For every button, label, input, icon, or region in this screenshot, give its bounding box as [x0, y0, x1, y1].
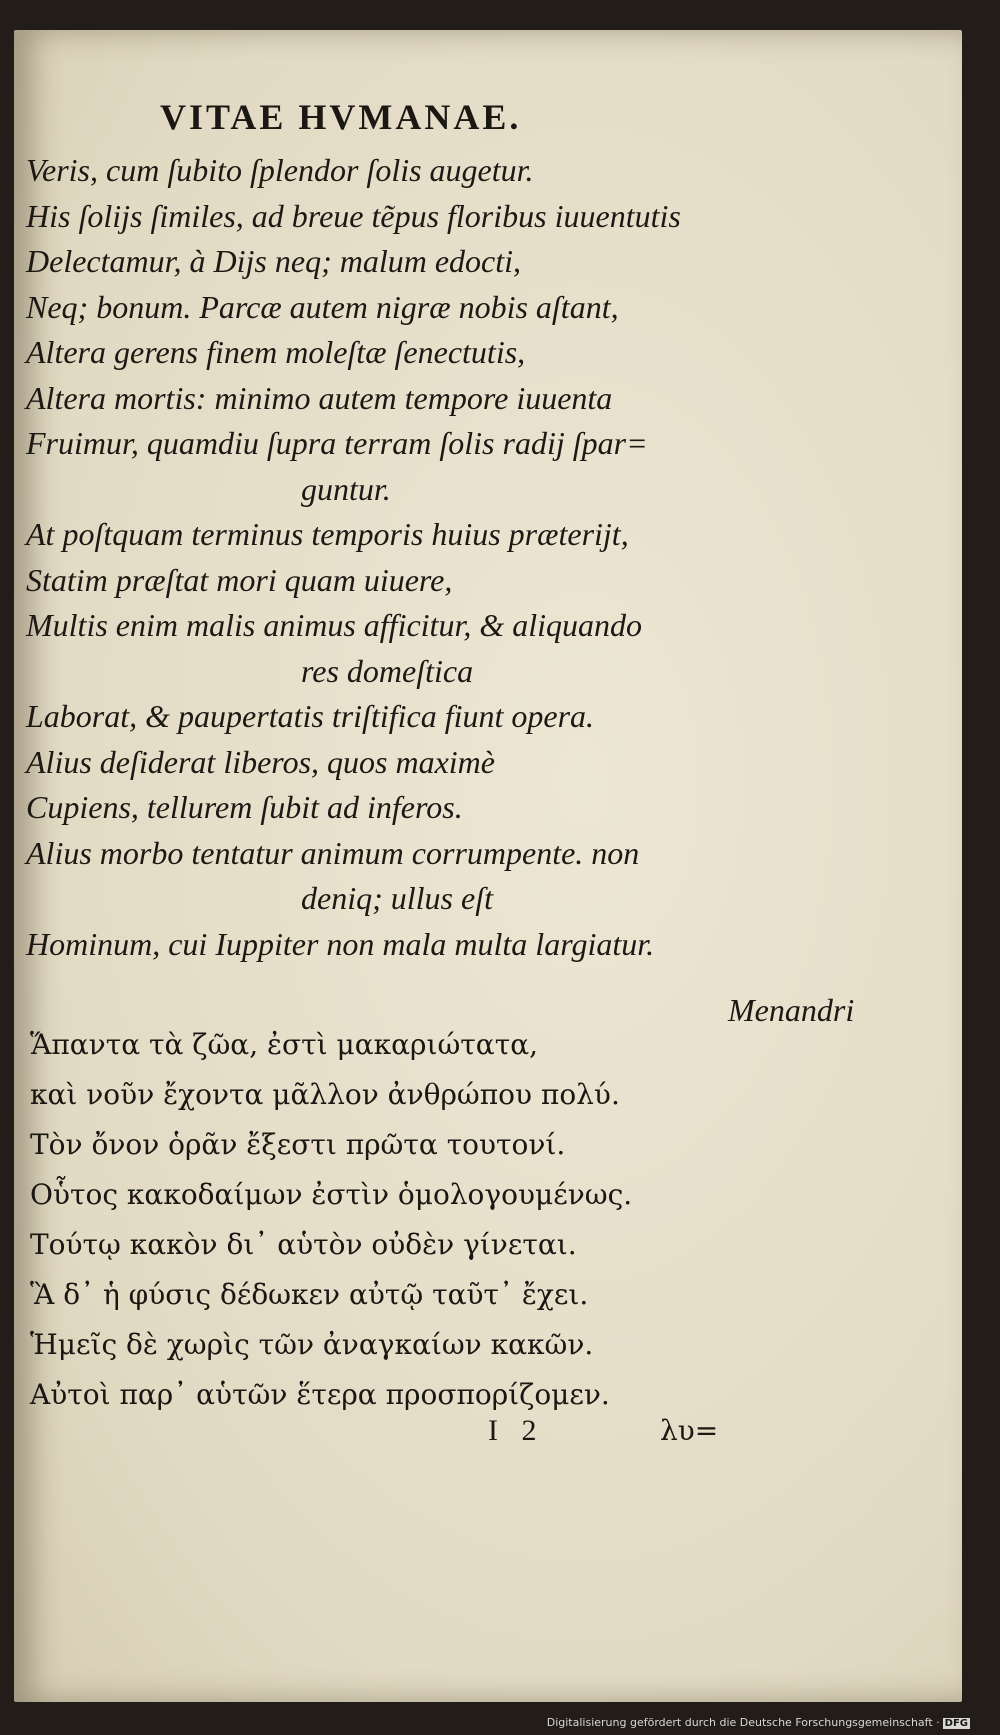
- verse-line: His ſolijs ſimiles, ad breue tẽpus floribus iuuentutis: [26, 197, 681, 234]
- verse-line: Statim præſtat mori quam uiuere,: [26, 561, 453, 598]
- verse-line: Neq; bonum. Parcæ autem nigræ nobis aſtant,: [26, 288, 619, 325]
- verse-line: Laborat, & paupertatis triſtifica fiunt opera.: [26, 698, 595, 734]
- verse-line: At poſtquam terminus temporis huius præterijt,: [26, 516, 629, 552]
- verse-line: Veris, cum ſubito ſplendor ſolis augetur.: [26, 152, 534, 188]
- credit-text: Digitalisierung gefördert durch die Deutsche Forschungsgemeinschaft ·: [546, 1716, 940, 1729]
- verse-line: Altera mortis: minimo autem tempore iuuenta: [26, 379, 613, 416]
- verse-line: Fruimur, quamdiu ſupra terram ſolis radij ſpar=: [26, 425, 648, 461]
- greek-line: Αὐτοὶ παρ᾽ αὑτῶν ἕτερα προσπορίζομεν.: [30, 1378, 610, 1411]
- verse-line: Altera gerens finem moleſtæ ſenectutis,: [26, 334, 526, 370]
- greek-line: Τὸν ὄνον ὁρᾶν ἔξεστι πρῶτα τουτονί.: [30, 1128, 566, 1161]
- verse-line: Multis enim malis animus afficitur, & aliquando: [26, 607, 643, 643]
- greek-line: καὶ νοῦν ἔχοντα μᾶλλον ἀνθρώπου πολύ.: [30, 1078, 620, 1111]
- digitization-credit: [547, 1716, 970, 1729]
- verse-line-continuation: deniq; ullus eſt: [301, 880, 493, 916]
- verse-line: Alius morbo tentatur animum corrumpente. non: [26, 834, 640, 871]
- latin-verse-block: [26, 148, 726, 967]
- greek-line: Ἅπαντα τὰ ζῶα, ἐστὶ μακαριώτατα,: [30, 1028, 539, 1061]
- marginal-note: Menandri: [728, 992, 855, 1028]
- verse-line: Hominum, cui Iuppiter non mala multa largiatur.: [26, 925, 655, 962]
- dfg-logo: DFG: [944, 1718, 968, 1729]
- greek-line: Ἃ δ᾽ ἡ φύσις δέδωκεν αὐτῷ ταῦτ᾽ ἔχει.: [30, 1278, 589, 1311]
- verse-line-continuation: res domeſtica: [301, 652, 474, 689]
- signature-mark: I 2: [488, 1414, 545, 1447]
- greek-line: Τούτῳ κακὸν δι᾽ αὑτὸν οὐδὲν γίνεται.: [30, 1228, 577, 1261]
- verse-line-continuation: guntur.: [301, 470, 391, 507]
- greek-line: Ἡμεῖς δὲ χωρὶς τῶν ἀναγκαίων κακῶν.: [30, 1328, 594, 1361]
- verse-line: Alius deſiderat liberos, quos maximè: [26, 743, 495, 780]
- catchword: λυ=: [660, 1414, 719, 1447]
- verse-line: Delectamur, à Dijs neq; malum edocti,: [26, 243, 522, 279]
- running-title: VITAE HVMANAE.: [160, 97, 522, 137]
- verse-line: Cupiens, tellurem ſubit ad inferos.: [26, 789, 463, 825]
- greek-verse-block: [30, 1020, 710, 1420]
- greek-line: Οὗτος κακοδαίμων ἐστὶν ὁμολογουμένως.: [30, 1178, 633, 1211]
